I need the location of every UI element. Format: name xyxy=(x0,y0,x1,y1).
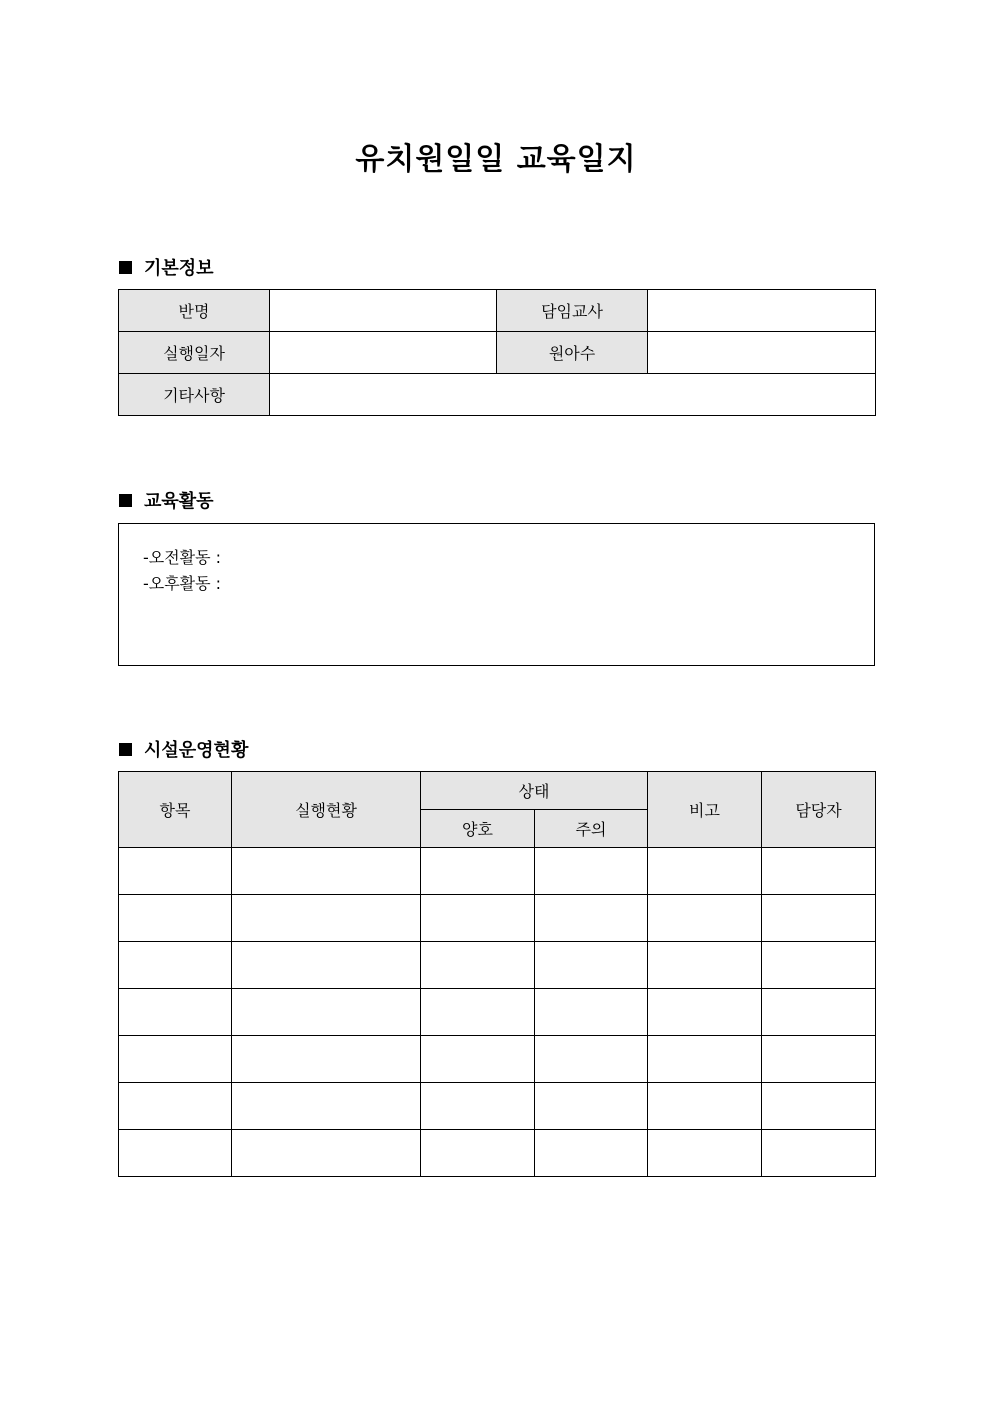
item-cell[interactable] xyxy=(119,848,232,895)
table-row xyxy=(119,942,876,989)
teacher-label: 담임교사 xyxy=(497,290,648,332)
status-detail-cell[interactable] xyxy=(232,1036,421,1083)
date-field[interactable] xyxy=(270,332,497,374)
remarks-cell[interactable] xyxy=(648,1083,762,1130)
caution-cell[interactable] xyxy=(535,848,648,895)
class-name-label: 반명 xyxy=(119,290,270,332)
table-row xyxy=(119,1130,876,1177)
item-cell[interactable] xyxy=(119,942,232,989)
basic-info-heading xyxy=(119,254,214,280)
remarks-cell[interactable] xyxy=(648,942,762,989)
morning-activity-label: -오전활동 : xyxy=(143,548,222,567)
status-detail-cell[interactable] xyxy=(232,989,421,1036)
item-cell[interactable] xyxy=(119,895,232,942)
table-row xyxy=(119,895,876,942)
item-header: 항목 xyxy=(119,772,232,848)
children-count-label: 원아수 xyxy=(497,332,648,374)
remarks-cell[interactable] xyxy=(648,848,762,895)
class-name-field[interactable] xyxy=(270,290,497,332)
status-detail-cell[interactable] xyxy=(232,895,421,942)
table-row xyxy=(119,989,876,1036)
date-label: 실행일자 xyxy=(119,332,270,374)
remarks-cell[interactable] xyxy=(648,1036,762,1083)
manager-cell[interactable] xyxy=(762,1036,876,1083)
caution-cell[interactable] xyxy=(535,1130,648,1177)
remarks-cell[interactable] xyxy=(648,989,762,1036)
good-cell[interactable] xyxy=(421,1130,535,1177)
facility-table xyxy=(118,771,876,1177)
facility-heading xyxy=(119,736,248,762)
status-detail-cell[interactable] xyxy=(232,848,421,895)
activities-heading-label: 교육활동 xyxy=(144,491,214,512)
condition-header: 상태 xyxy=(421,772,648,810)
table-row xyxy=(119,1083,876,1130)
item-cell[interactable] xyxy=(119,1083,232,1130)
remarks-cell[interactable] xyxy=(648,1130,762,1177)
manager-cell[interactable] xyxy=(762,989,876,1036)
caution-cell[interactable] xyxy=(535,942,648,989)
manager-cell[interactable] xyxy=(762,1083,876,1130)
caution-cell[interactable] xyxy=(535,895,648,942)
status-detail-header: 실행현황 xyxy=(232,772,421,848)
children-count-field[interactable] xyxy=(648,332,876,374)
remarks-header: 비고 xyxy=(648,772,762,848)
manager-cell[interactable] xyxy=(762,1130,876,1177)
good-cell[interactable] xyxy=(421,1036,535,1083)
status-detail-cell[interactable] xyxy=(232,942,421,989)
good-cell[interactable] xyxy=(421,1083,535,1130)
caution-cell[interactable] xyxy=(535,989,648,1036)
table-row xyxy=(119,1036,876,1083)
square-bullet-icon xyxy=(119,743,132,756)
square-bullet-icon xyxy=(119,494,132,507)
facility-heading-label: 시설운영현황 xyxy=(144,740,249,761)
good-cell[interactable] xyxy=(421,848,535,895)
item-cell[interactable] xyxy=(119,1130,232,1177)
manager-cell[interactable] xyxy=(762,942,876,989)
manager-cell[interactable] xyxy=(762,848,876,895)
square-bullet-icon xyxy=(119,261,132,274)
item-cell[interactable] xyxy=(119,989,232,1036)
activities-box[interactable] xyxy=(118,523,875,666)
item-cell[interactable] xyxy=(119,1036,232,1083)
caution-cell[interactable] xyxy=(535,1036,648,1083)
caution-cell[interactable] xyxy=(535,1083,648,1130)
page-title: 유치원일일 교육일지 xyxy=(355,142,637,177)
remarks-cell[interactable] xyxy=(648,895,762,942)
good-cell[interactable] xyxy=(421,895,535,942)
other-notes-label: 기타사항 xyxy=(119,374,270,416)
good-cell[interactable] xyxy=(421,989,535,1036)
good-cell[interactable] xyxy=(421,942,535,989)
teacher-field[interactable] xyxy=(648,290,876,332)
table-row xyxy=(119,848,876,895)
manager-header: 담당자 xyxy=(762,772,876,848)
caution-header: 주의 xyxy=(535,810,648,848)
other-notes-field[interactable] xyxy=(270,374,876,416)
basic-info-heading-label: 기본정보 xyxy=(144,258,214,279)
afternoon-activity-label: -오후활동 : xyxy=(143,574,222,593)
status-detail-cell[interactable] xyxy=(232,1083,421,1130)
activities-heading xyxy=(119,487,214,513)
good-header: 양호 xyxy=(421,810,535,848)
status-detail-cell[interactable] xyxy=(232,1130,421,1177)
basic-info-table xyxy=(118,289,876,416)
manager-cell[interactable] xyxy=(762,895,876,942)
